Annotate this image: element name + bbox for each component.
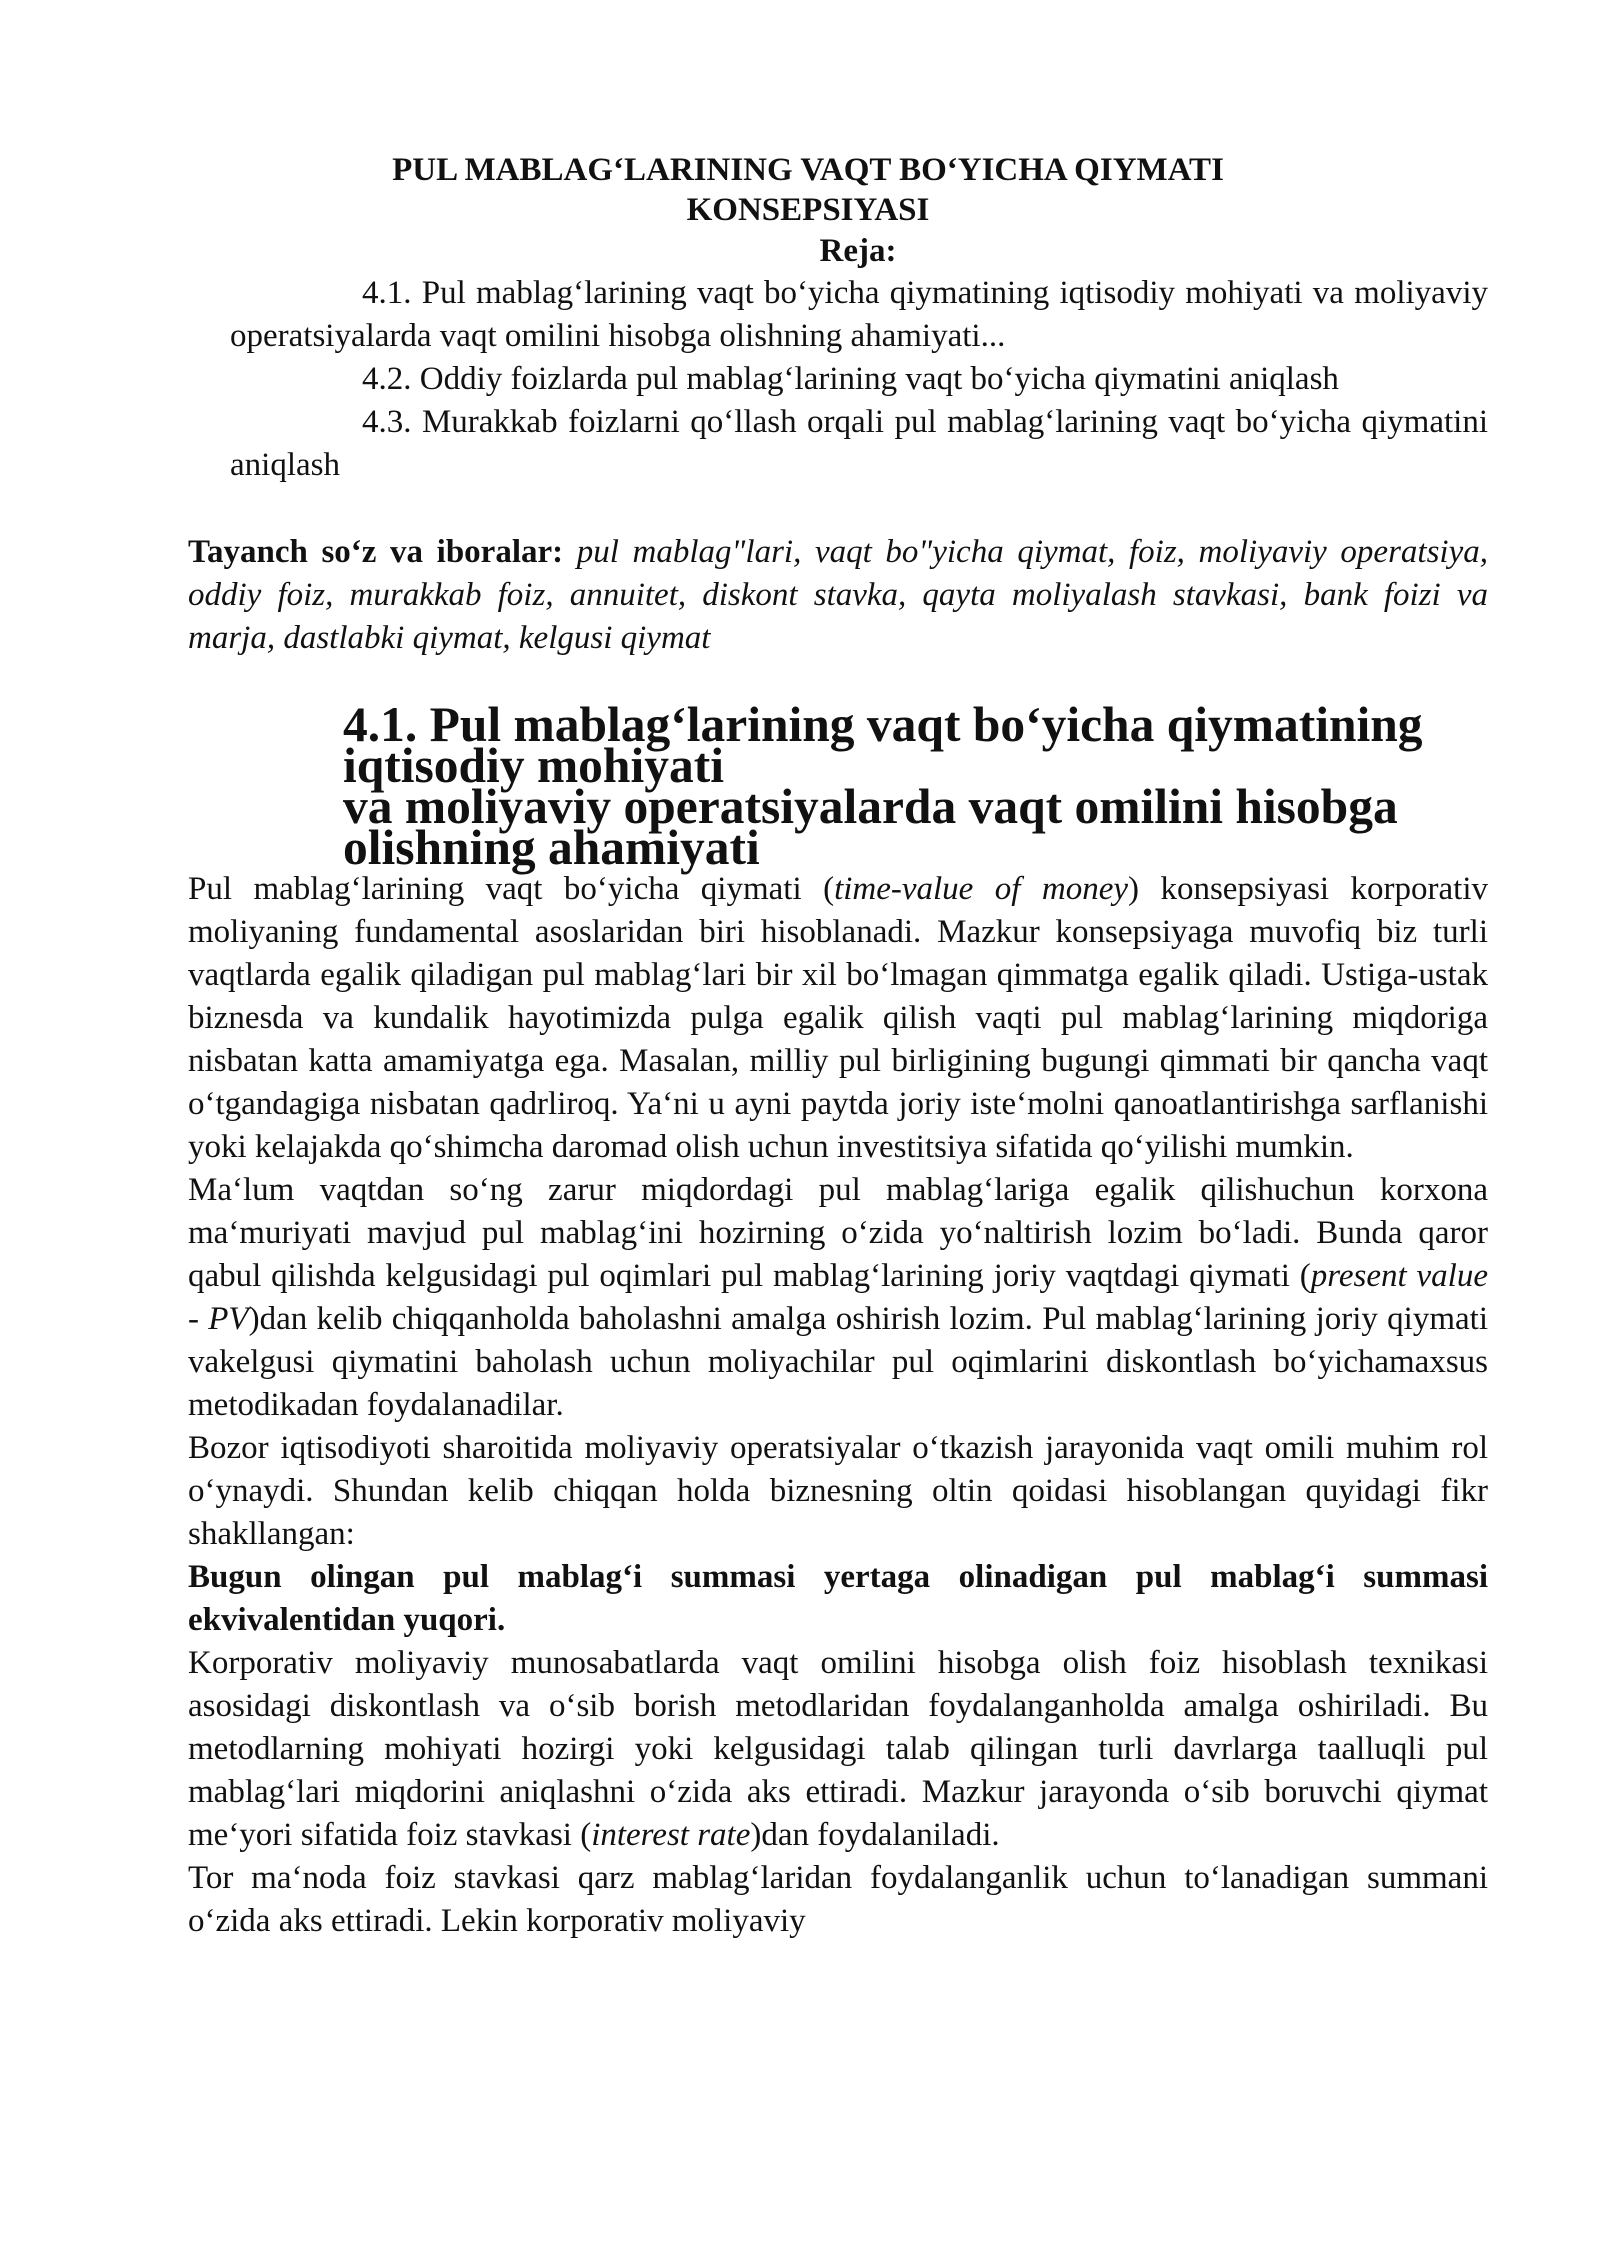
plan-item-4-1: 4.1. Pul mablag‘larining vaqt bo‘yicha qiymatining iqtisodiy mohiyati va moliyaviy operatsiyalarda vaqt omilini hisobga olishning ahamiyati...: [230, 275, 1488, 354]
plan-item-4-3: 4.3. Murakkab foizlarni qo‘llash orqali pul mablag‘larining vaqt bo‘yicha qiymatini aniqlash: [230, 404, 1488, 483]
plan-item-4-2: 4.2. Oddiy foizlarda pul mablag‘larining vaqt bo‘yicha qiymatini aniqlash: [362, 361, 1339, 397]
keywords-list: pul mablag"lari, vaqt bo"yicha qiymat, foiz, moliyaviy operatsiya, oddiy foiz, murakkab foiz, annuitet, diskont stavka, qayta moliyalash stavkasi, bank foizi va marja, dastlabki qiymat, kelgusi qiymat: [188, 534, 1488, 656]
keywords-paragraph: [188, 531, 1488, 660]
paragraph-6: Tor ma‘noda foiz stavkasi qarz mablag‘laridan foydalanganlik uchun to‘lanadigan summani o‘zida aks ettiradi. Lekin korporativ moliyaviy: [188, 1860, 1488, 1939]
paragraph-1: [188, 868, 1488, 1169]
paragraph-2-term: present value - PV: [188, 1258, 1488, 1337]
paragraph-5: [188, 1642, 1488, 1857]
paragraph-2-text-a: Ma‘lum vaqtdan so‘ng zarur miqdordagi pul mablag‘lariga egalik qilishuchun korxona ma‘muriyati mavjud pul mablag‘ini hozirning o‘zida yo‘naltirish lozim bo‘ladi. Bunda qaror qabul qilishda kelgusidagi pul oqimlari pul mablag‘larining joriy vaqtdagi qiymati (: [188, 1172, 1488, 1294]
paragraph-5-text-b: )dan foydalaniladi.: [750, 1817, 1000, 1853]
section-heading-4-1: [188, 697, 1488, 875]
paragraph-4-bold-rule: Bugun olingan pul mablag‘i summasi yertaga olinadigan pul mablag‘i summasi ekvivalentidan yuqori.: [188, 1559, 1488, 1638]
title-line-1: PUL MABLAG‘LARINING VAQT BO‘YICHA QIYMATI: [392, 152, 1224, 188]
paragraph-1-text-b: ) konsepsiyasi korporativ moliyaning fundamental asoslaridan biri hisoblanadi. Mazkur konsepsiyaga muvofiq biz turli vaqtlarda egalik qiladigan pul mablag‘lari bir xil bo‘lmagan qimmatga egalik qiladi. Ustiga-ustak biznesda va kundalik hayotimizda pulga egalik qilish vaqti pul mablag‘larining miqdoriga nisbatan katta amamiyatga ega. Masalan, milliy pul birligining bugungi qimmati bir qancha vaqt o‘tgandagiga nisbatan qadrliroq. Ya‘ni u ayni paytda joriy iste‘molni qanoatlantirishga sarflanishi yoki kelajakda qo‘shimcha daromad olish uchun investitsiya sifatida qo‘yilishi mumkin.: [188, 871, 1489, 1165]
document-title: [188, 150, 1488, 230]
spacer: [188, 487, 1488, 531]
section-heading-line-2: va moliyaviy operatsiyalarda vaqt omilini hisobga olishning ahamiyati: [343, 779, 1398, 875]
paragraph-5-text-a: Korporativ moliyaviy munosabatlarda vaqt omilini hisobga olish foiz hisoblash texnikasi asosidagi diskontlash va o‘sib borish metodlaridan foydalanganholda amalga oshiriladi. Bu metodlarning mohiyati hozirgi yoki kelgusidagi talab qilingan turli davrlarga taalluqli pul mablag‘lari miqdorini aniqlashni o‘zida aks ettiradi. Mazkur jarayonda o‘sib boruvchi qiymat me‘yori sifatida foiz stavkasi (: [188, 1645, 1488, 1853]
paragraph-1-text-a: Pul mablag‘larining vaqt bo‘yicha qiymati (: [188, 871, 835, 907]
title-line-2: KONSEPSIYASI: [686, 192, 930, 228]
plan-label: Reja:: [819, 233, 897, 269]
document-content: [188, 150, 1488, 1943]
paragraph-2: [188, 1169, 1488, 1427]
paragraph-2-text-b: )dan kelib chiqqanholda baholashni amalga oshirish lozim. Pul mablag‘larining joriy qiymati vakelgusi qiymatini baholash uchun moliyachilar pul oqimlarini diskontlash bo‘yichamaxsus metodikadan foydalanadilar.: [188, 1301, 1488, 1423]
paragraph-1-term: time-value of money: [834, 871, 1129, 907]
paragraph-5-term: interest rate: [591, 1817, 751, 1853]
keywords-label: Tayanch so‘z va iboralar:: [188, 534, 564, 570]
paragraph-3: Bozor iqtisodiyoti sharoitida moliyaviy operatsiyalar o‘tkazish jarayonida vaqt omili muhim rol o‘ynaydi. Shundan kelib chiqqan holda biznesning oltin qoidasi hisoblangan quyidagi fikr shakllangan:: [188, 1430, 1488, 1552]
section-heading-line-1: 4.1. Pul mablag‘larining vaqt bo‘yicha qiymatining iqtisodiy mohiyati: [343, 697, 1423, 793]
